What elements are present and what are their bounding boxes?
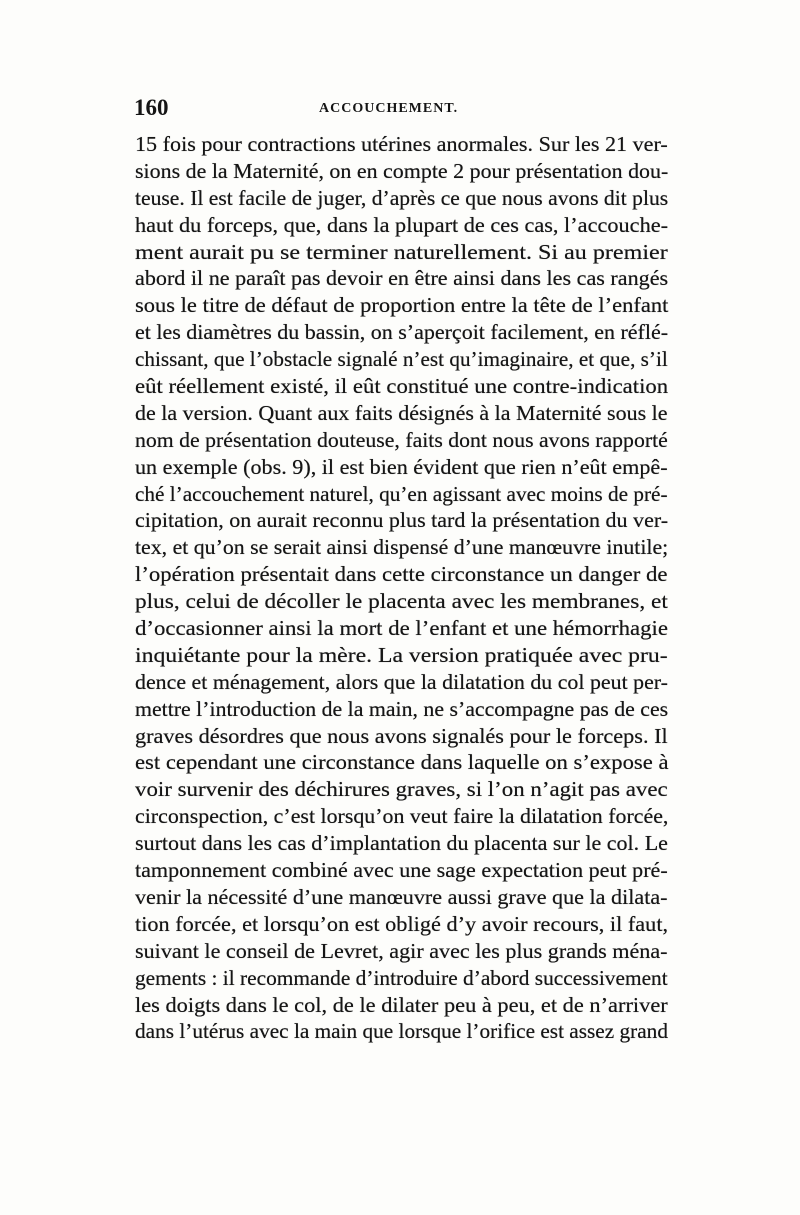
text-line: l’opération présentait dans cette circonstance un danger de <box>135 562 668 587</box>
text-line: eût réellement existé, il eût constitué une contre-indication <box>135 374 669 399</box>
text-line: de la version. Quant aux faits désignés à la Maternité sous le <box>135 400 668 425</box>
text-line: 15 fois pour contractions utérines anormales. Sur les 21 ver- <box>135 132 668 156</box>
text-line: un exemple (obs. 9), il est bien évident que rien n’eût empê- <box>135 454 668 479</box>
text-line: tamponnement combiné avec une sage expectation peut pré- <box>135 858 668 883</box>
text-line: suivant le conseil de Levret, agir avec les plus grands ména- <box>135 938 668 963</box>
text-line: sous le titre de défaut de proportion entre la tête de l’enfant <box>135 293 669 318</box>
text-line: teuse. Il est facile de juger, d’après ce que nous avons dit plus <box>135 185 669 210</box>
text-line: chissant, que l’obstacle signalé n’est qu’imaginaire, et que, s’il <box>135 347 668 372</box>
running-title: ACCOUCHEMENT. <box>319 101 459 116</box>
text-line: cipitation, on aurait reconnu plus tard la présentation du ver- <box>135 508 669 533</box>
text-line: inquiétante pour la mère. La version pratiquée avec pru- <box>135 642 668 667</box>
text-line: circonspection, c’est lorsqu’on veut faire la dilatation forcée, <box>135 804 669 829</box>
text-line: est cependant une circonstance dans laquelle on s’expose à <box>135 750 669 775</box>
text-line: ché l’accouchement naturel, qu’en agissant avec moins de pré- <box>135 481 668 506</box>
text-line: et les diamètres du bassin, on s’aperçoit facilement, en réflé- <box>135 320 669 345</box>
text-line: surtout dans les cas d’implantation du placenta sur le col. Le <box>135 831 668 856</box>
text-line: sions de la Maternité, on en compte 2 pour présentation dou- <box>135 158 669 183</box>
body-text <box>135 131 668 1045</box>
text-line: tion forcée, et lorsqu’on est obligé d’y avoir recours, il faut, <box>135 911 669 936</box>
text-line: haut du forceps, que, dans la plupart de ces cas, l’accouche- <box>135 212 669 237</box>
text-line: dence et ménagement, alors que la dilatation du col peut per- <box>135 669 668 694</box>
text-line: d’occasionner ainsi la mort de l’enfant et une hémorrhagie <box>135 616 668 641</box>
text-line: voir survenir des déchirures graves, si l’on n’agit pas avec <box>135 777 668 802</box>
text-line: abord il ne paraît pas devoir en être ainsi dans les cas rangés <box>135 266 669 291</box>
text-line: nom de présentation douteuse, faits dont nous avons rapporté <box>135 427 668 452</box>
text-line: graves désordres que nous avons signalés pour le forceps. Il <box>135 723 668 748</box>
text-line: tex, et qu’on se serait ainsi dispensé d’une manœuvre inutile; <box>135 535 669 560</box>
text-line: ment aurait pu se terminer naturellement. Si au premier <box>135 239 668 264</box>
text-line: gements : il recommande d’introduire d’abord successivement <box>135 965 668 990</box>
text-line: les doigts dans le col, de le dilater peu à peu, et de n’arriver <box>135 992 668 1017</box>
text-line: venir la nécessité d’une manœuvre aussi grave que la dilata- <box>135 884 668 909</box>
text-line: plus, celui de décoller le placenta avec les membranes, et <box>135 589 668 614</box>
text-line: dans l’utérus avec la main que lorsque l’orifice est assez grand <box>135 1019 668 1044</box>
text-line: mettre l’introduction de la main, ne s’accompagne pas de ces <box>135 696 669 721</box>
page-number: 160 <box>134 95 169 120</box>
